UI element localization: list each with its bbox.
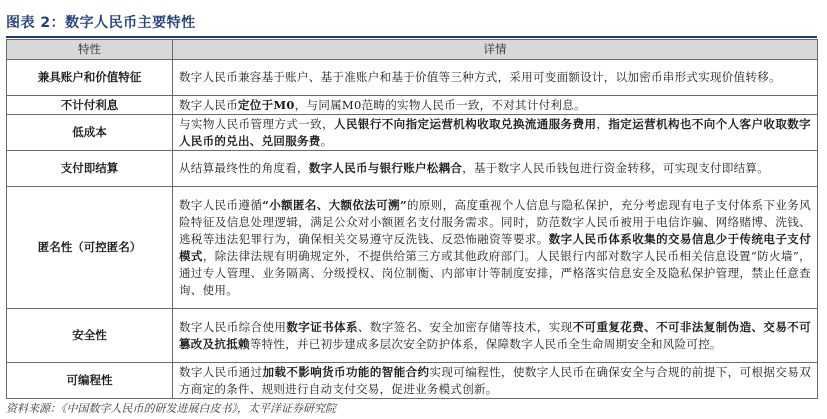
feature-cell: 兼具账户和价值特征 (7, 60, 173, 96)
detail-emphasis: 数字人民币体系收集的交易信息少于传统电子支付模式 (179, 231, 811, 263)
features-table (6, 39, 818, 399)
table-row (7, 96, 818, 115)
detail-text: 实现可编程性，使数字人民币在确保安全与合规的前提下，可根据交易双方商定的条件、规则进行自动支付交易，促进业务模式创新。 (179, 364, 812, 396)
detail-text: ， (596, 116, 609, 131)
detail-text: 从结算最终性的角度看， (179, 161, 309, 175)
detail-text: 数字人民币综合使用 (179, 319, 287, 334)
detail-cell (173, 151, 818, 187)
detail-emphasis: 定位于M0 (238, 97, 295, 112)
header-feature: 特性 (7, 40, 173, 60)
detail-cell (173, 187, 818, 309)
detail-text: ，除法律法规有明确规定外，不提供给第三方或其他政府部门。人民银行内部对数字人民币相关信息设置“防火墙”，通过专人管理、业务隔离、分级授权、岗位制衡、内部审计等制度安排，严格落实信息安全及隐私保护管理，禁止任意查询、使用。 (179, 248, 811, 297)
table-row (7, 60, 818, 96)
detail-cell (173, 96, 818, 115)
feature-cell: 低成本 (7, 115, 173, 151)
detail-emphasis: 指定运营机构也不向个人客户收取数字人民币的兑出、兑回服务费 (179, 116, 811, 148)
detail-cell (173, 60, 818, 96)
detail-text: ，基于数字人民币钱包进行资金转移，可实现支付即结算。 (462, 161, 770, 175)
feature-cell: 支付即结算 (7, 151, 173, 187)
detail-emphasis: 加载不影响货币功能的智能合约 (262, 364, 430, 379)
feature-cell: 可编程性 (7, 363, 173, 399)
detail-emphasis: 数字证书体系 (286, 319, 358, 334)
detail-emphasis: 数字人民币与银行账户松耦合 (308, 161, 463, 175)
feature-cell: 不计付利息 (7, 96, 173, 115)
detail-text: 与实物人民币管理方式一致， (179, 116, 335, 131)
table-row (7, 151, 818, 187)
detail-cell (173, 115, 818, 151)
detail-cell (173, 309, 818, 363)
header-details: 详情 (173, 40, 818, 60)
detail-text: 的原则，高度重视个人信息与隐私保护，充分考虑现有电子支付体系下业务风险特征及信息处理逻辑，满足公众对小额匿名支付服务需求。同时，防范数字人民币被用于电信诈骗、网络赌博、洗钱、逃税等违法犯罪行为，确保相关交易遵守反洗钱、反恐怖融资等要求。 (179, 197, 811, 246)
detail-emphasis: 人民银行不向指定运营机构收取兑换流通服务费用 (334, 116, 597, 131)
feature-cell: 安全性 (7, 309, 173, 363)
table-row (7, 115, 818, 151)
table-row (7, 309, 818, 363)
detail-text: 数字人民币通过 (179, 364, 263, 379)
detail-text: 等特性，并已初步建成多层次安全防护体系，保障数字人民币全生命周期安全和风险可控。 (249, 336, 722, 351)
figure-title: 图表 2：数字人民币主要特性 (6, 15, 196, 31)
source-note: 资料来源：《中国数字人民币的研发进展白皮书》，太平洋证券研究院 (6, 402, 336, 415)
detail-text: ，与同属M0范畴的实物人民币一致，不对其计付利息。 (294, 97, 586, 112)
detail-emphasis: “小额匿名、大额依法可溯” (262, 197, 407, 212)
detail-text: 、数字签名、安全加密存储等技术，实现 (357, 319, 573, 334)
table-row (7, 187, 818, 309)
table-row (7, 363, 818, 399)
detail-text: 数字人民币遵循 (179, 197, 263, 212)
detail-cell (173, 363, 818, 399)
detail-emphasis: 不可重复花费、不可非法复制伪造、交易不可篡改及抗抵赖 (179, 319, 811, 351)
detail-text: 数字人民币兼容基于账户、基于准账户和基于价值等三种方式，采用可变面额设计，以加密币串形式实现价值转移。 (179, 70, 781, 84)
feature-cell: 匿名性（可控匿名） (7, 187, 173, 309)
table-header-row (7, 40, 818, 60)
title-divider (6, 36, 817, 38)
detail-text: 数字人民币 (179, 97, 238, 112)
detail-text: 。 (320, 133, 333, 148)
